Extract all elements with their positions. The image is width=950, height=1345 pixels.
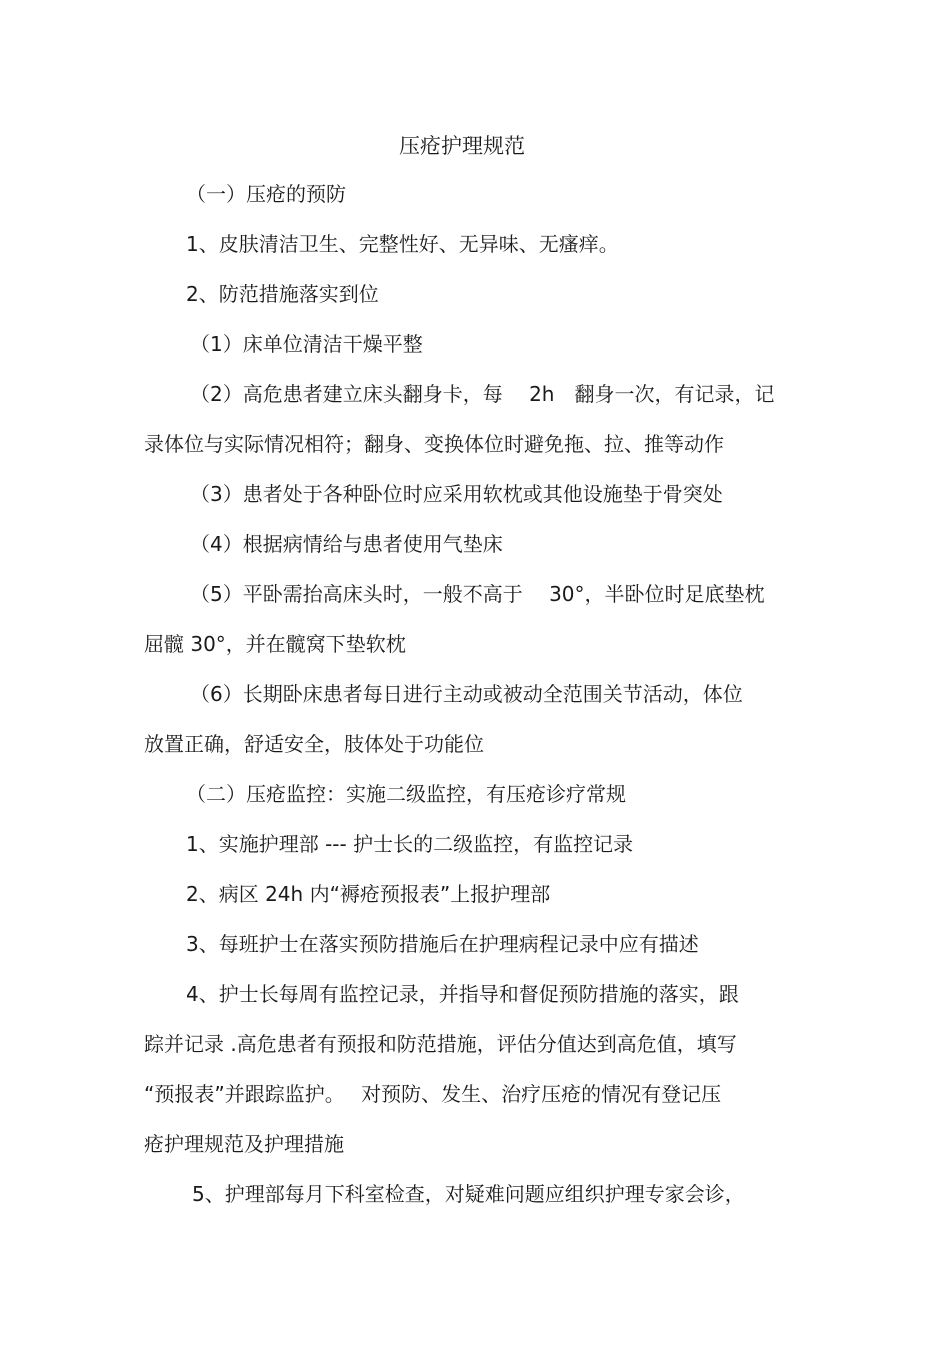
paragraph-line: （2）高危患者建立床头翻身卡，每 2h 翻身一次，有记录，记 — [190, 382, 775, 406]
document-title: 压疮护理规范 — [399, 134, 525, 158]
paragraph-line: 放置正确，舒适安全，肢体处于功能位 — [144, 732, 484, 756]
section-heading: （二）压疮监控：实施二级监控，有压疮诊疗常规 — [186, 782, 626, 806]
paragraph-line: “预报表”并跟踪监护。 对预防、发生、治疗压疮的情况有登记压 — [144, 1082, 722, 1106]
paragraph-line: 1、实施护理部 --- 护士长的二级监控，有监控记录 — [186, 832, 634, 856]
paragraph-line: （4）根据病情给与患者使用气垫床 — [190, 532, 503, 556]
paragraph-line: （3）患者处于各种卧位时应采用软枕或其他设施垫于骨突处 — [190, 482, 723, 506]
paragraph-line: （1）床单位清洁干燥平整 — [190, 332, 423, 356]
paragraph-line: （6）长期卧床患者每日进行主动或被动全范围关节活动，体位 — [190, 682, 743, 706]
paragraph-line: （5）平卧需抬高床头时，一般不高于 30°，半卧位时足底垫枕 — [190, 582, 765, 606]
paragraph-line: 2、病区 24h 内“褥疮预报表”上报护理部 — [186, 882, 551, 906]
paragraph-line: 3、每班护士在落实预防措施后在护理病程记录中应有描述 — [186, 932, 699, 956]
paragraph-line: 2、防范措施落实到位 — [186, 282, 379, 306]
paragraph-line: 4、护士长每周有监控记录，并指导和督促预防措施的落实，跟 — [186, 982, 739, 1006]
paragraph-line: 录体位与实际情况相符；翻身、变换体位时避免拖、拉、推等动作 — [144, 432, 724, 456]
paragraph-line: 踪并记录 .高危患者有预报和防范措施，评估分值达到高危值，填写 — [144, 1032, 737, 1056]
paragraph-line: 1、皮肤清洁卫生、完整性好、无异味、无瘙痒。 — [186, 232, 619, 256]
paragraph-line: 屈髋 30°，并在髋窝下垫软枕 — [144, 632, 406, 656]
paragraph-line: 疮护理规范及护理措施 — [144, 1132, 344, 1156]
paragraph-line: 5、护理部每月下科室检查，对疑难问题应组织护理专家会诊， — [192, 1182, 745, 1206]
section-heading: （一）压疮的预防 — [186, 182, 346, 206]
